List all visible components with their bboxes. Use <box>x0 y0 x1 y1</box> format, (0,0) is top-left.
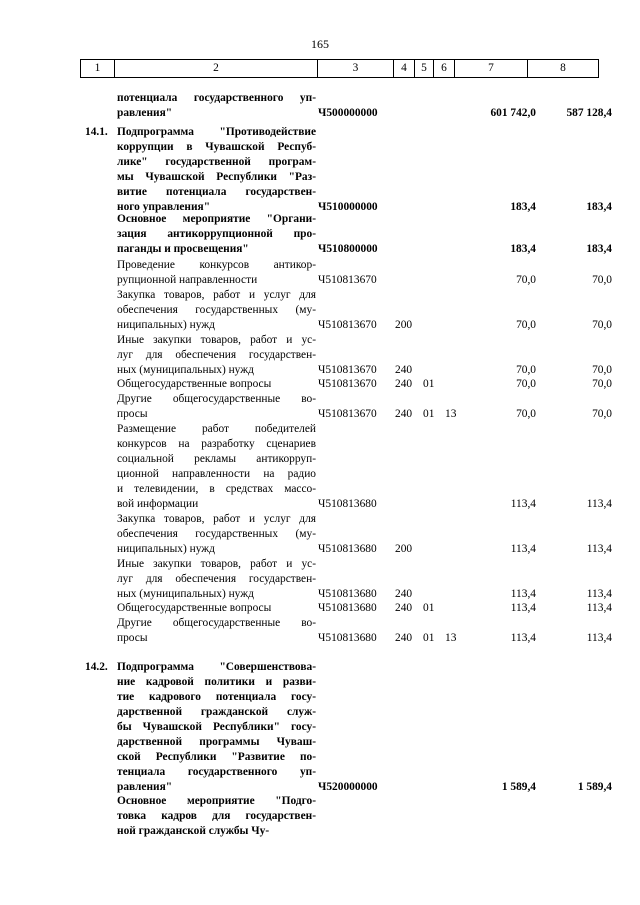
row-name-line: витие потенциала государствен- <box>117 186 316 198</box>
expense-type: 200 <box>395 543 413 555</box>
row-name <box>117 512 316 557</box>
section: 01 <box>423 602 435 614</box>
amount-col-8: 70,0 <box>592 378 612 390</box>
expense-type: 200 <box>395 319 413 331</box>
row-name-line: Основное мероприятие "Подго- <box>117 795 316 807</box>
expense-type: 240 <box>395 364 413 376</box>
target-code: Ч510813680 <box>318 632 377 644</box>
amount-col-8: 587 128,4 <box>566 107 612 119</box>
row-name-line: Проведение конкурсов антикор- <box>117 259 316 271</box>
row-name-line: ниципальных) нужд <box>117 543 215 555</box>
amount-col-7: 113,4 <box>510 632 536 644</box>
table-header <box>80 59 599 78</box>
row-name-line: Иные закупки товаров, работ и ус- <box>117 558 316 570</box>
header-col-4: 4 <box>394 60 415 78</box>
amount-col-7: 183,4 <box>510 243 536 255</box>
row-name-line: конкурсов на разработку сценариев <box>117 438 316 450</box>
row-name-line: Закупка товаров, работ и услуг для <box>117 513 316 525</box>
row-name-line: ного управления" <box>117 201 211 213</box>
amount-col-8: 113,4 <box>586 602 612 614</box>
table-row <box>0 333 640 378</box>
table-row <box>0 91 640 121</box>
expense-type: 240 <box>395 602 413 614</box>
row-name-line: равления" <box>117 781 173 793</box>
row-name-line: тие кадрового потенциала госу- <box>117 691 316 703</box>
target-code: Ч510800000 <box>318 243 378 255</box>
target-code: Ч520000000 <box>318 781 378 793</box>
row-name <box>117 660 316 795</box>
expense-type: 240 <box>395 408 413 420</box>
target-code: Ч510813670 <box>318 274 377 286</box>
row-name-line: ных (муниципальных) нужд <box>117 588 254 600</box>
row-name <box>117 288 316 333</box>
row-name <box>117 258 316 288</box>
table-row <box>0 212 640 257</box>
amount-col-7: 70,0 <box>516 378 536 390</box>
row-name-line: ской Республики "Развитие по- <box>117 751 316 763</box>
table-row <box>0 660 640 795</box>
header-col-3: 3 <box>318 60 394 78</box>
amount-col-7: 113,4 <box>510 543 536 555</box>
row-name-line: ной гражданской службы Чу- <box>117 825 270 837</box>
header-col-5: 5 <box>415 60 434 78</box>
row-name-line: просы <box>117 632 148 644</box>
row-name-line: коррупции в Чувашской Респуб- <box>117 141 316 153</box>
row-name-line: потенциала государственного уп- <box>117 92 316 104</box>
target-code: Ч510813680 <box>318 588 377 600</box>
row-name-line: просы <box>117 408 148 420</box>
row-name-line: Подпрограмма "Совершенствова- <box>117 661 316 673</box>
amount-col-8: 70,0 <box>592 319 612 331</box>
row-name <box>117 125 316 215</box>
row-name-line: Закупка товаров, работ и услуг для <box>117 289 316 301</box>
table-row <box>0 794 640 839</box>
row-name <box>117 392 316 422</box>
row-name-line: рупционной направленности <box>117 274 258 286</box>
table-row <box>0 258 640 288</box>
amount-col-8: 183,4 <box>586 243 612 255</box>
row-name <box>117 422 316 512</box>
amount-col-8: 113,4 <box>586 588 612 600</box>
row-name-line: товка кадров для государствен- <box>117 810 316 822</box>
table-row <box>0 616 640 646</box>
amount-col-7: 113,4 <box>510 602 536 614</box>
target-code: Ч510813670 <box>318 364 377 376</box>
row-name <box>117 212 316 257</box>
row-name-line: Другие общегосударственные во- <box>117 393 316 405</box>
amount-col-7: 70,0 <box>516 274 536 286</box>
amount-col-8: 70,0 <box>592 408 612 420</box>
subsection: 13 <box>445 408 457 420</box>
row-name <box>117 91 316 121</box>
row-name-line: ных (муниципальных) нужд <box>117 364 254 376</box>
row-name-line: Основное мероприятие "Органи- <box>117 213 316 225</box>
section: 01 <box>423 408 435 420</box>
row-name-line: обеспечения государственных (му- <box>117 528 316 540</box>
amount-col-7: 113,4 <box>510 588 536 600</box>
expense-type: 240 <box>395 378 413 390</box>
row-name-line: Другие общегосударственные во- <box>117 617 316 629</box>
row-name-line: вой информации <box>117 498 199 510</box>
amount-col-8: 1 589,4 <box>577 781 612 793</box>
header-col-1: 1 <box>81 60 115 78</box>
row-name-line: Общегосударственные вопросы <box>117 378 272 390</box>
amount-col-7: 70,0 <box>516 319 536 331</box>
row-name-line: ние кадровой политики и разви- <box>117 676 316 688</box>
amount-col-7: 183,4 <box>510 201 536 213</box>
row-name-line: луг для обеспечения государствен- <box>117 573 316 585</box>
row-name-line: бы Чувашской Республики" госу- <box>117 721 316 733</box>
row-name-line: ниципальных) нужд <box>117 319 215 331</box>
header-col-2: 2 <box>115 60 318 78</box>
row-name-line: тенциала государственного уп- <box>117 766 316 778</box>
row-name-line: мы Чувашской Республики "Раз- <box>117 171 316 183</box>
amount-col-8: 70,0 <box>592 364 612 376</box>
amount-col-7: 70,0 <box>516 408 536 420</box>
row-name-line: лике" государственной програм- <box>117 156 316 168</box>
target-code: Ч510813670 <box>318 319 377 331</box>
row-name-line: дарственной программы Чуваш- <box>117 736 316 748</box>
amount-col-8: 70,0 <box>592 274 612 286</box>
target-code: Ч510813680 <box>318 543 377 555</box>
row-name <box>117 333 316 378</box>
row-name-line: и телевидении, в средствах массо- <box>117 483 316 495</box>
amount-col-8: 113,4 <box>586 498 612 510</box>
table-row <box>0 557 640 602</box>
table-row <box>0 377 640 392</box>
table-row <box>0 601 640 616</box>
header-col-6: 6 <box>434 60 455 78</box>
row-name-line: обеспечения государственных (му- <box>117 304 316 316</box>
target-code: Ч510813680 <box>318 602 377 614</box>
target-code: Ч510000000 <box>318 201 378 213</box>
amount-col-7: 601 742,0 <box>490 107 536 119</box>
row-name-line: луг для обеспечения государствен- <box>117 349 316 361</box>
table-row <box>0 288 640 333</box>
row-name-line: равления" <box>117 107 173 119</box>
row-name <box>117 616 316 646</box>
row-name <box>117 557 316 602</box>
row-name-line: Размещение работ победителей <box>117 423 316 435</box>
expense-type: 240 <box>395 632 413 644</box>
table-row <box>0 125 640 215</box>
page-number: 165 <box>311 37 329 51</box>
row-name-line: Общегосударственные вопросы <box>117 602 272 614</box>
row-name-line: дарственной гражданской служ- <box>117 706 316 718</box>
section: 01 <box>423 632 435 644</box>
row-name-line: Иные закупки товаров, работ и ус- <box>117 334 316 346</box>
table-row <box>0 512 640 557</box>
amount-col-8: 113,4 <box>586 543 612 555</box>
row-name-line: ционной направленности на радио <box>117 468 316 480</box>
table-row <box>0 422 640 512</box>
row-number: 14.1. <box>85 126 108 138</box>
amount-col-8: 183,4 <box>586 201 612 213</box>
section: 01 <box>423 378 435 390</box>
amount-col-8: 113,4 <box>586 632 612 644</box>
target-code: Ч500000000 <box>318 107 378 119</box>
row-name-line: паганды и просвещения" <box>117 243 249 255</box>
table-row <box>0 392 640 422</box>
row-number: 14.2. <box>85 661 108 673</box>
expense-type: 240 <box>395 588 413 600</box>
subsection: 13 <box>445 632 457 644</box>
target-code: Ч510813680 <box>318 498 377 510</box>
target-code: Ч510813670 <box>318 408 377 420</box>
header-col-7: 7 <box>455 60 528 78</box>
row-name <box>117 601 316 616</box>
amount-col-7: 70,0 <box>516 364 536 376</box>
amount-col-7: 113,4 <box>510 498 536 510</box>
row-name-line: зация антикоррупционной про- <box>117 228 316 240</box>
row-name <box>117 794 316 839</box>
row-name <box>117 377 316 392</box>
target-code: Ч510813670 <box>318 378 377 390</box>
row-name-line: Подпрограмма "Противодействие <box>117 126 316 138</box>
header-col-8: 8 <box>528 60 599 78</box>
amount-col-7: 1 589,4 <box>501 781 536 793</box>
row-name-line: социальной рекламы антикорруп- <box>117 453 316 465</box>
